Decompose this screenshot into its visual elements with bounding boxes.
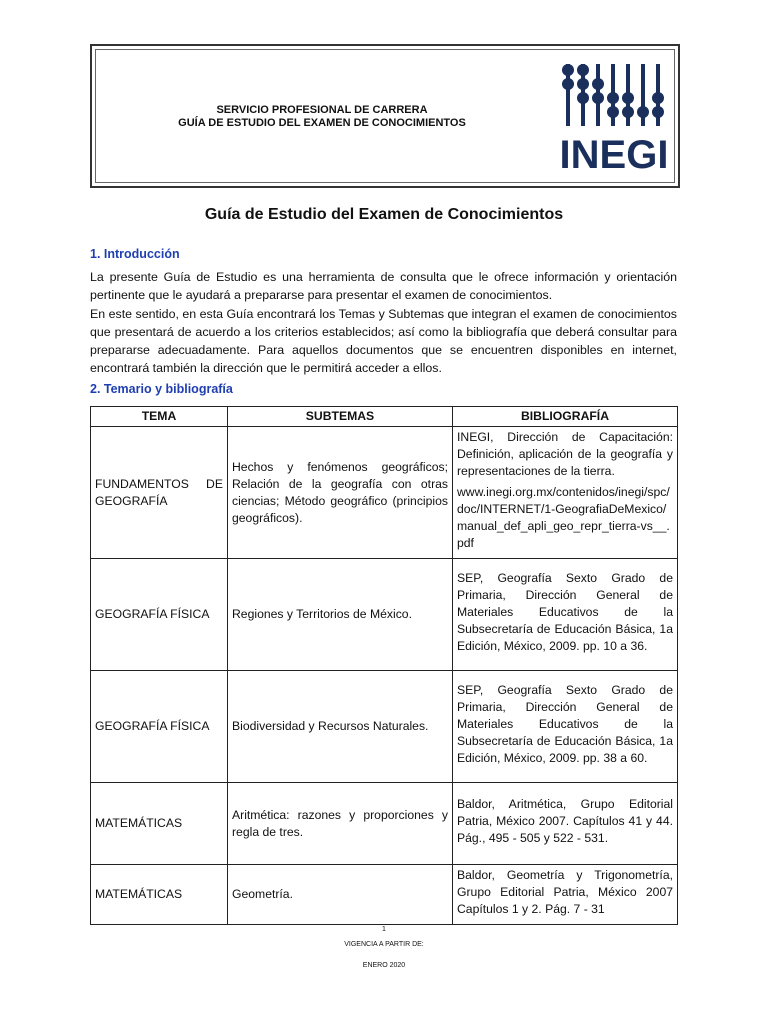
bibliografia-text: Baldor, Aritmética, Grupo Editorial Patria, México 2007. Capítulos 41 y 44. Pág., 495 - 505 y 522 - 531. (457, 797, 673, 845)
tema-cell: MATEMÁTICAS (91, 865, 228, 925)
bibliografia-text: INEGI, Dirección de Capacitación: Definición, aplicación de la geografía y representaciones de la tierra. (457, 430, 673, 478)
header-line-2: GUÍA DE ESTUDIO DEL EXAMEN DE CONOCIMIENTOS (178, 117, 466, 129)
column-header-bibliografia: BIBLIOGRAFÍA (453, 407, 678, 427)
intro-paragraph-2: En este sentido, en esta Guía encontrará los Temas y Subtemas que integran el examen de conocimientos que presentará de acuerdo a los criterios establecidos; así como la bibliografía que deberá consultar para prepararse adecuadamente. Para aquellos documentos que se encuentren disponibles en internet, encontrará también la dirección que le permitirá acceder a ellos. (90, 307, 677, 375)
logo-text: INEGI (560, 133, 668, 177)
table-row (91, 559, 678, 671)
subtemas-cell: Geometría. (228, 865, 453, 925)
footer-fecha: ENERO 2020 (362, 962, 406, 969)
header-text (92, 104, 552, 130)
table-row (91, 671, 678, 783)
bibliografia-cell (453, 559, 678, 671)
tema-cell: GEOGRAFÍA FÍSICA (91, 671, 228, 783)
footer-vigencia: VIGENCIA A PARTIR DE: (344, 941, 424, 948)
document-title: Guía de Estudio del Examen de Conocimientos (204, 206, 564, 223)
bibliografia-text: SEP, Geografía Sexto Grado de Primaria, Dirección General de Materiales Educativos de la Subsecretaría de Educación Básica, 1a Edición, México, 2009. pp. 38 a 60. (457, 683, 673, 765)
bibliografia-cell (453, 783, 678, 865)
table-header-row (91, 407, 678, 427)
column-header-tema: TEMA (91, 407, 228, 427)
table-row (91, 865, 678, 925)
subtemas-cell: Hechos y fenómenos geográficos; Relación de la geografía con otras ciencias; Método geográfico (principios geográficos). (228, 427, 453, 559)
section-heading-temario: 2. Temario y bibliografía (90, 382, 233, 396)
tema-cell: MATEMÁTICAS (91, 783, 228, 865)
bibliografia-text: SEP, Geografía Sexto Grado de Primaria, Dirección General de Materiales Educativos de la Subsecretaría de Educación Básica, 1a Edición, México, 2009. pp. 10 a 36. (457, 571, 673, 653)
subtemas-cell: Regiones y Territorios de México. (228, 559, 453, 671)
temario-table (90, 406, 678, 925)
bibliografia-url: www.inegi.org.mx/contenidos/inegi/spc/doc/INTERNET/1-GeografiaDeMexico/manual_def_apli_geo_repr_tierra-vs__.pdf (457, 485, 670, 550)
section-heading-intro: 1. Introducción (90, 247, 180, 261)
subtemas-cell: Aritmética: razones y proporciones y regla de tres. (228, 783, 453, 865)
subtemas-cell: Biodiversidad y Recursos Naturales. (228, 671, 453, 783)
bibliografia-cell (453, 427, 678, 559)
table-row (91, 427, 678, 559)
intro-paragraph-1: La presente Guía de Estudio es una herramienta de consulta que le ofrece información y orientación pertinente que le ayudará a prepararse para presentar el examen de conocimientos. (90, 270, 677, 302)
bibliografia-text: Baldor, Geometría y Trigonometría, Grupo Editorial Patria, México 2007 Capítulos 1 y 2. Pág. 7 - 31 (457, 868, 673, 916)
tema-cell: FUNDAMENTOS DE GEOGRAFÍA (91, 427, 228, 559)
tema-cell: GEOGRAFÍA FÍSICA (91, 559, 228, 671)
page-number: 1 (382, 926, 386, 933)
inegi-logo (560, 60, 668, 180)
column-header-subtemas: SUBTEMAS (228, 407, 453, 427)
bibliografia-cell (453, 865, 678, 925)
header-line-1: SERVICIO PROFESIONAL DE CARRERA (216, 104, 428, 116)
table-row (91, 783, 678, 865)
bibliografia-cell (453, 671, 678, 783)
